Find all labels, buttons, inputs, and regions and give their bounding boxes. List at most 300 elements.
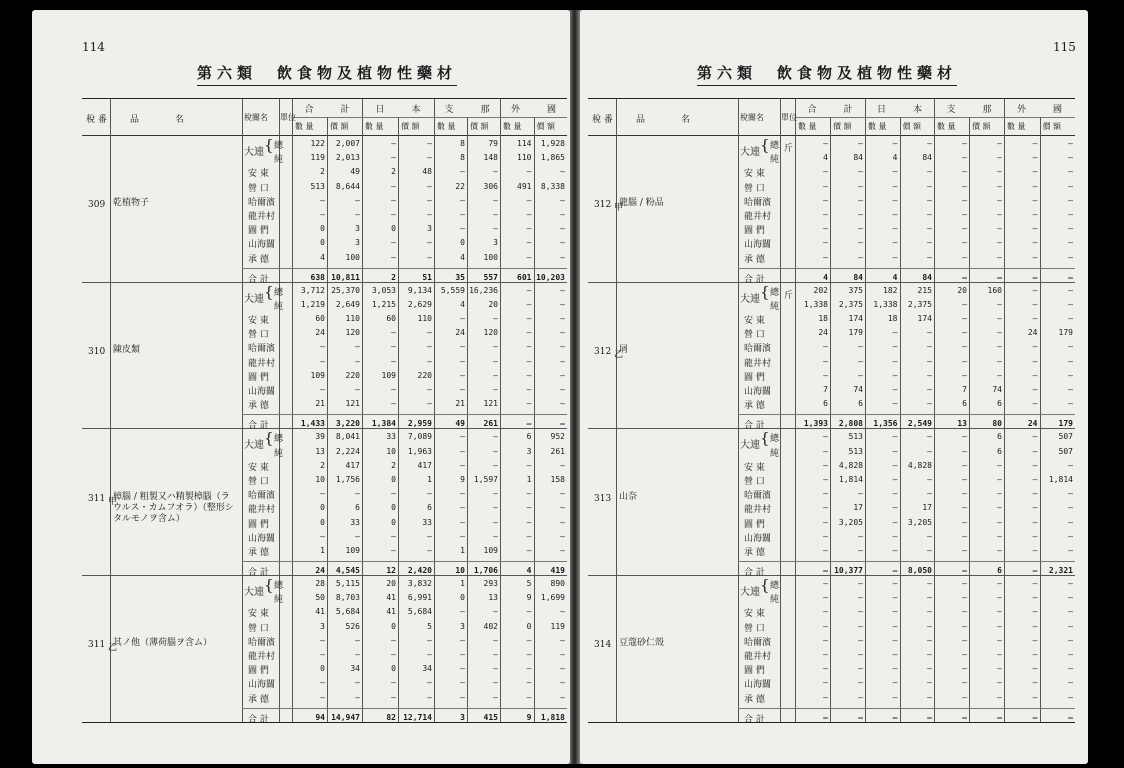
table-cell: 1,928 (540, 139, 565, 148)
table-cell: — (1032, 385, 1038, 395)
table-cell: — (460, 650, 465, 660)
table-cell: — (997, 678, 1002, 688)
table-cell: — (892, 432, 898, 442)
table-cell: — (460, 489, 465, 499)
table-cell: 1,865 (540, 153, 565, 163)
table-cell: — (997, 238, 1002, 248)
table-cell: — (927, 531, 932, 541)
table-cell: — (427, 385, 432, 395)
table-cell: — (493, 678, 498, 688)
table-cell: — (355, 385, 360, 395)
table-cell: — (997, 489, 1002, 499)
table-cell: — (892, 328, 898, 338)
table-cell: — (355, 678, 360, 688)
table-cell: 3,053 (371, 285, 396, 295)
table-cell: — (320, 210, 325, 219)
column-divider (1040, 117, 1041, 135)
table-cell: 41 (315, 607, 325, 617)
table-cell: — (391, 195, 396, 205)
table-cell: — (526, 635, 532, 645)
table-cell: — (526, 419, 532, 429)
table-cell: — (427, 399, 432, 409)
table-cell: — (962, 635, 967, 645)
customs-name: 合 計 (744, 274, 765, 285)
table-cell: — (355, 210, 360, 219)
table-cell: — (1068, 314, 1073, 324)
table-cell: 513 (848, 432, 863, 442)
table-cell: 24 (818, 328, 828, 338)
table-cell: 120 (483, 328, 498, 338)
table-cell: 220 (345, 370, 360, 380)
table-cell: — (427, 545, 432, 555)
item-group (82, 575, 567, 725)
table-cell: — (927, 181, 932, 191)
table-cell: — (1032, 474, 1038, 484)
table-cell: — (460, 460, 465, 470)
table-cell: 0 (320, 517, 325, 527)
table-cell: 4 (460, 252, 465, 262)
table-cell: — (962, 299, 967, 309)
customs-name: 哈爾濱 (744, 637, 772, 648)
table-cell: — (962, 224, 967, 234)
customs-name: 總 (770, 287, 780, 298)
item-name: 陳皮類 (113, 345, 141, 356)
table-cell: 1,384 (371, 419, 396, 429)
customs-name: 圖 們 (248, 519, 269, 530)
table-cell: 119 (550, 621, 565, 631)
table-cell: 2 (391, 272, 396, 282)
table-cell: 3 (460, 621, 465, 631)
header-tax-no: 稅 番 (86, 115, 107, 125)
table-cell: — (997, 181, 1002, 191)
table-cell: — (355, 692, 360, 702)
table-cell: — (1032, 210, 1038, 219)
table-cell: — (997, 650, 1002, 660)
page-title: 第六類 飲食物及植物性藥材 (697, 62, 957, 86)
table-cell: — (560, 238, 565, 248)
table-cell: 2 (391, 460, 396, 470)
table-cell: — (858, 579, 863, 589)
table-cell: — (560, 503, 565, 513)
table-cell: — (427, 328, 432, 338)
table-cell: 1,699 (540, 593, 565, 603)
table-cell: 202 (813, 285, 828, 295)
customs-name: 純 (770, 301, 780, 312)
table-cell: — (927, 621, 932, 631)
table-cell: — (997, 460, 1002, 470)
customs-name: 合 計 (744, 421, 765, 432)
table-cell: 110 (517, 153, 532, 163)
table-cell: — (1032, 314, 1038, 324)
table-cell: — (823, 635, 828, 645)
table-cell: — (1032, 460, 1038, 470)
table-cell: 0 (460, 238, 465, 248)
table-cell: 2,959 (407, 419, 432, 429)
table-cell: — (927, 356, 932, 366)
table-cell: — (320, 678, 325, 688)
table-cell: — (1032, 195, 1038, 205)
customs-name: 營 口 (744, 183, 765, 194)
table-cell: — (1032, 664, 1038, 674)
table-cell: — (1068, 545, 1073, 555)
column-divider (398, 117, 399, 135)
page-title: 第六類 飲食物及植物性藥材 (197, 62, 457, 86)
item-name: 其ノ他（薄荷腦ヲ含ム） (113, 638, 213, 649)
table-cell: — (962, 712, 967, 722)
table-cell: — (560, 195, 565, 205)
table-cell: — (460, 692, 465, 702)
table-cell: — (526, 238, 532, 248)
table-cell: — (962, 238, 967, 248)
header-val: 價 額 (972, 122, 991, 131)
customs-name: 承 德 (248, 694, 269, 705)
table-cell: — (892, 181, 898, 191)
table-cell: 33 (350, 517, 360, 527)
table-cell: 3,712 (300, 285, 325, 295)
table-cell: 12,714 (403, 712, 432, 722)
table-cell: — (997, 474, 1002, 484)
customs-name: 純 (274, 448, 284, 459)
table-cell: — (858, 139, 863, 148)
table-cell: — (892, 342, 898, 352)
table-cell: — (493, 356, 498, 366)
table-cell: 121 (483, 399, 498, 409)
table-cell: 48 (422, 167, 432, 177)
table-cell: 261 (550, 446, 565, 456)
column-divider (327, 117, 328, 135)
customs-name: 龍井村 (248, 505, 276, 516)
table-cell: — (460, 385, 465, 395)
customs-name: 哈爾濱 (744, 491, 772, 502)
table-cell: 3 (427, 224, 432, 234)
table-cell: — (858, 692, 863, 702)
table-cell: — (493, 692, 498, 702)
tax-subnumber: 甲 (614, 203, 624, 214)
table-cell: — (1068, 399, 1073, 409)
table-cell: — (526, 399, 532, 409)
table-cell: — (493, 460, 498, 470)
table-cell: — (962, 446, 967, 456)
table-cell: 158 (550, 474, 565, 484)
table-cell: — (892, 210, 898, 219)
table-cell: — (997, 517, 1002, 527)
table-cell: — (391, 210, 396, 219)
table-cell: — (823, 446, 828, 456)
table-cell: — (320, 385, 325, 395)
table-cell: — (1068, 607, 1073, 617)
customs-name: 龍井村 (744, 212, 772, 222)
tax-number: 314 (594, 640, 612, 651)
table-cell: — (927, 399, 932, 409)
table-cell: — (1068, 238, 1073, 248)
table-cell: 9 (460, 474, 465, 484)
table-cell: 109 (483, 545, 498, 555)
table-cell: — (320, 531, 325, 541)
table-cell: 415 (483, 712, 498, 722)
customs-name: 承 德 (744, 547, 765, 558)
table-cell: — (823, 664, 828, 674)
dairen-label: 大連 (740, 147, 760, 158)
table-cell: — (493, 210, 498, 219)
table-cell: — (997, 153, 1002, 163)
tax-number: 313 (594, 493, 612, 504)
customs-name: 純 (274, 155, 284, 166)
tax-number: 312 (594, 347, 612, 358)
header-item: 品 名 (636, 115, 691, 125)
table-cell: 8,041 (335, 432, 360, 442)
table-cell: — (526, 356, 532, 366)
customs-name: 總 (770, 141, 780, 151)
customs-name: 哈爾濱 (248, 637, 276, 648)
table-cell: — (526, 342, 532, 352)
table-cell: — (823, 252, 828, 262)
table-cell: — (962, 181, 967, 191)
table-cell: — (493, 432, 498, 442)
customs-name: 承 德 (744, 254, 765, 265)
table-cell: — (560, 370, 565, 380)
table-cell: — (460, 531, 465, 541)
table-cell: — (526, 167, 532, 177)
table-cell: — (892, 238, 898, 248)
table-cell: — (823, 238, 828, 248)
table-cell: — (927, 342, 932, 352)
table-cell: — (962, 650, 967, 660)
table-cell: — (391, 545, 396, 555)
table-cell: 148 (483, 153, 498, 163)
total-row-divider (738, 708, 1075, 709)
table-cell: 6,991 (407, 593, 432, 603)
total-row-divider (738, 414, 1075, 415)
table-cell: — (460, 446, 465, 456)
table-cell: — (1032, 678, 1038, 688)
table-cell: — (892, 621, 898, 631)
customs-name: 總 (770, 434, 780, 445)
customs-name: 安 東 (248, 462, 269, 473)
table-cell: — (927, 650, 932, 660)
table-cell: 2,808 (838, 419, 863, 429)
table-cell: 110 (345, 314, 360, 324)
table-cell: 8 (460, 153, 465, 163)
table-cell: 2,549 (907, 419, 932, 429)
table-cell: 28 (315, 579, 325, 589)
table-cell: 402 (483, 621, 498, 631)
table-cell: 1 (460, 579, 465, 589)
table-cell: 417 (417, 460, 432, 470)
unit-label: 斤 (784, 290, 794, 301)
table-cell: 18 (887, 314, 898, 324)
table-cell: — (962, 356, 967, 366)
table-cell: 17 (922, 503, 932, 513)
table-cell: — (1032, 579, 1038, 589)
table-cell: — (997, 621, 1002, 631)
brace-icon: { (264, 136, 274, 154)
table-cell: — (1032, 299, 1038, 309)
table-cell: — (1068, 635, 1073, 645)
column-divider (534, 117, 535, 135)
customs-name: 總 (274, 581, 284, 592)
customs-name: 純 (770, 155, 780, 166)
table-cell: — (823, 517, 828, 527)
header-china: 支 那 (946, 105, 992, 115)
brace-icon: { (760, 136, 770, 154)
table-cell: — (962, 139, 967, 148)
table-cell: 6 (997, 399, 1002, 409)
table-cell: — (1032, 692, 1038, 702)
table-cell: — (892, 664, 898, 674)
table-cell: 100 (345, 252, 360, 262)
right-page (580, 10, 1088, 764)
header-tax-no: 稅 番 (592, 115, 613, 125)
table-cell: — (526, 299, 532, 309)
table-cell: 39 (315, 432, 325, 442)
customs-name: 圖 們 (248, 666, 269, 677)
table-cell: — (892, 356, 898, 366)
table-cell: — (1032, 224, 1038, 234)
table-cell: 174 (848, 314, 863, 324)
table-cell: — (391, 356, 396, 366)
table-cell: — (892, 593, 898, 603)
table-cell: — (1068, 285, 1073, 295)
table-cell: — (823, 607, 828, 617)
table-cell: — (1068, 678, 1073, 688)
table-cell: — (526, 678, 532, 688)
page-number: 115 (1053, 40, 1076, 54)
brace-icon: { (760, 576, 770, 595)
table-cell: — (427, 342, 432, 352)
item-name: 龍腦 / 粉品 (619, 198, 664, 209)
table-cell: — (892, 678, 898, 688)
table-cell: — (927, 432, 932, 442)
table-cell: 1 (427, 474, 432, 484)
table-cell: — (997, 342, 1002, 352)
table-cell: — (355, 489, 360, 499)
table-cell: — (927, 664, 932, 674)
table-cell: 2,649 (335, 299, 360, 309)
table-cell: — (560, 664, 565, 674)
table-cell: — (427, 356, 432, 366)
customs-name: 龍井村 (744, 505, 772, 516)
table-cell: 1,706 (473, 566, 498, 576)
tax-number: 311 (88, 640, 106, 651)
table-cell: — (1032, 285, 1038, 295)
table-cell: — (391, 342, 396, 352)
header-unit: 單位 (781, 113, 797, 122)
table-cell: 1,756 (335, 474, 360, 484)
table-cell: — (1068, 167, 1073, 177)
table-cell: — (927, 446, 932, 456)
table-cell: — (997, 224, 1002, 234)
table-cell: — (927, 607, 932, 617)
table-cell: — (355, 195, 360, 205)
table-cell: 526 (345, 621, 360, 631)
table-cell: 2,321 (1048, 566, 1073, 576)
left-page (32, 10, 570, 764)
table-cell: — (927, 489, 932, 499)
customs-name: 安 東 (744, 169, 765, 180)
table-cell: 0 (391, 474, 396, 484)
table-cell: 74 (992, 385, 1002, 395)
table-cell: — (997, 272, 1002, 282)
customs-name: 營 口 (248, 623, 269, 634)
table-cell: — (320, 635, 325, 645)
table-cell: 261 (483, 419, 498, 429)
table-cell: — (560, 224, 565, 234)
header-qty: 數 量 (1007, 122, 1026, 131)
table-cell: — (526, 692, 532, 702)
table-cell: — (892, 692, 898, 702)
header-customs: 稅關名 (244, 113, 268, 122)
table-cell: — (526, 328, 532, 338)
table-cell: — (560, 342, 565, 352)
table-cell: 2 (320, 460, 325, 470)
table-cell: — (460, 607, 465, 617)
table-cell: — (391, 252, 396, 262)
table-cell: — (526, 285, 532, 295)
table-cell: — (962, 607, 967, 617)
table-cell: 60 (315, 314, 325, 324)
table-cell: — (493, 314, 498, 324)
header-val: 價 額 (1042, 122, 1062, 131)
table-cell: — (391, 692, 396, 702)
table-cell: — (997, 370, 1002, 380)
table-cell: 24 (455, 328, 465, 338)
table-cell: — (1068, 593, 1073, 603)
item-name: 屑 (619, 345, 629, 356)
table-cell: — (997, 210, 1002, 219)
table-cell: — (962, 621, 967, 631)
table-cell: — (962, 579, 967, 589)
table-cell: — (1068, 664, 1073, 674)
table-cell: — (927, 385, 932, 395)
header-divider (292, 117, 567, 118)
table-cell: 6 (997, 432, 1002, 442)
table-cell: — (1068, 460, 1073, 470)
table-cell: — (560, 210, 565, 219)
table-cell: 0 (320, 664, 325, 674)
column-divider (467, 117, 468, 135)
table-cell: 1,219 (300, 299, 325, 309)
table-cell: 20 (386, 579, 396, 589)
total-row-divider (738, 268, 1075, 269)
table-cell: 3,220 (335, 419, 360, 429)
header-total: 合 計 (807, 105, 853, 115)
table-cell: — (560, 460, 565, 470)
table-cell: — (427, 252, 432, 262)
table-cell: 41 (386, 607, 396, 617)
table-cell: — (823, 432, 828, 442)
table-cell: — (560, 167, 565, 177)
customs-name: 龍井村 (248, 358, 276, 369)
customs-name: 龍井村 (248, 212, 276, 222)
table-cell: — (858, 370, 863, 380)
table-cell: — (560, 285, 565, 295)
brace-icon: { (264, 282, 274, 301)
customs-name: 合 計 (248, 421, 269, 432)
item-group (588, 428, 1075, 579)
table-cell: — (962, 664, 967, 674)
table-cell: 419 (550, 566, 565, 576)
table-cell: 121 (345, 399, 360, 409)
header-customs: 稅關名 (740, 113, 764, 122)
table-cell: — (962, 566, 967, 576)
column-divider (242, 99, 243, 135)
total-row-divider (242, 414, 567, 415)
table-cell: — (823, 678, 828, 688)
header-qty: 數 量 (365, 122, 384, 131)
table-cell: 1,963 (407, 446, 432, 456)
table-cell: 179 (1058, 328, 1073, 338)
table-cell: 890 (550, 579, 565, 589)
